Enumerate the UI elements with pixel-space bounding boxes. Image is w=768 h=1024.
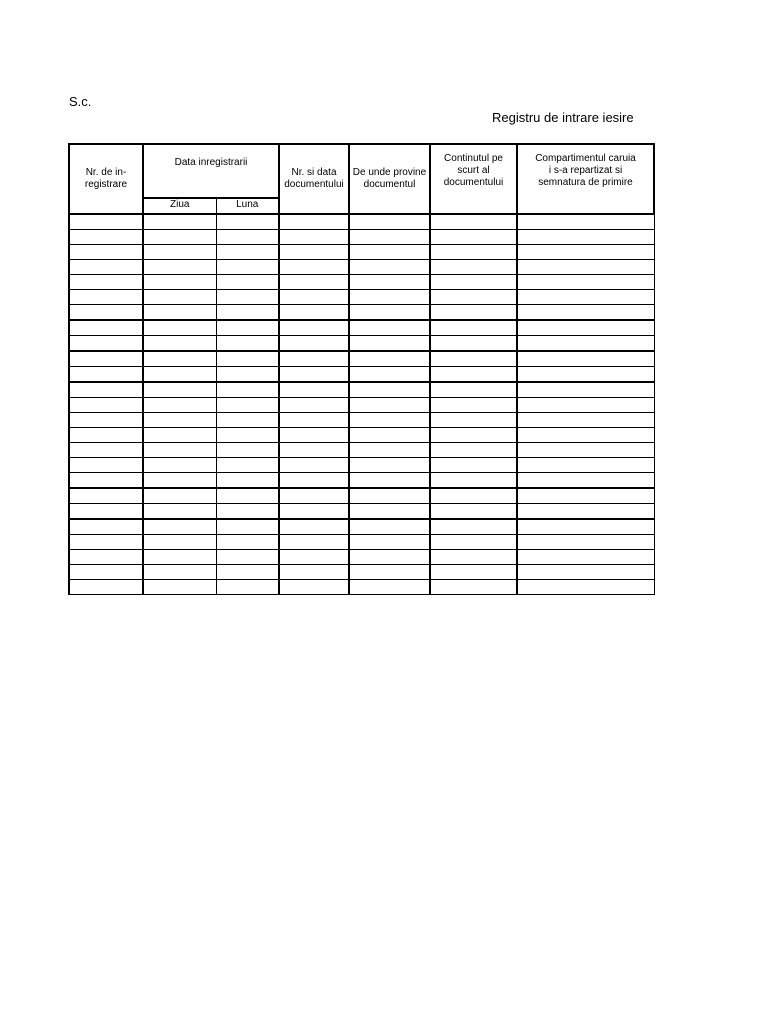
table-cell[interactable]: [69, 580, 143, 595]
header-de-unde-provine-label: De unde provine documentul: [352, 167, 427, 190]
table-row: [69, 320, 654, 336]
table-cell[interactable]: [69, 398, 143, 413]
header-nr-inregistrare: [69, 144, 143, 214]
table-cell[interactable]: [69, 473, 143, 489]
table-row: [69, 351, 654, 367]
table-cell[interactable]: [349, 443, 430, 458]
table-cell[interactable]: [349, 367, 430, 383]
table-row: [69, 275, 654, 290]
register-body: [69, 214, 654, 595]
table-cell[interactable]: [279, 245, 349, 260]
table-cell[interactable]: [216, 580, 279, 595]
table-cell[interactable]: [216, 245, 279, 260]
table-row: [69, 336, 654, 352]
table-row: [69, 443, 654, 458]
table-cell[interactable]: [430, 305, 517, 321]
table-cell[interactable]: [517, 535, 654, 550]
header-luna-label: Luna: [236, 199, 259, 210]
table-row: [69, 398, 654, 413]
table-row: [69, 290, 654, 305]
table-cell[interactable]: [143, 290, 216, 305]
table-cell[interactable]: [349, 382, 430, 398]
table-cell[interactable]: [279, 565, 349, 580]
table-cell[interactable]: [349, 290, 430, 305]
table-cell[interactable]: [69, 458, 143, 473]
table-cell[interactable]: [349, 214, 430, 230]
table-cell[interactable]: [216, 336, 279, 352]
table-cell[interactable]: [349, 535, 430, 550]
table-cell[interactable]: [517, 473, 654, 489]
table-cell[interactable]: [279, 428, 349, 443]
table-cell[interactable]: [216, 320, 279, 336]
table-cell[interactable]: [517, 245, 654, 260]
table-row: [69, 580, 654, 595]
table-cell[interactable]: [517, 458, 654, 473]
table-cell[interactable]: [517, 260, 654, 275]
company-label: S.c.: [69, 94, 92, 109]
header-compartimentul-label: Compartimentul caruia i s-a repartizat si semnatura de primire: [535, 153, 636, 188]
table-cell[interactable]: [349, 260, 430, 275]
table-cell[interactable]: [69, 260, 143, 275]
table-cell[interactable]: [143, 351, 216, 367]
table-cell[interactable]: [279, 580, 349, 595]
table-cell[interactable]: [349, 351, 430, 367]
table-cell[interactable]: [279, 214, 349, 230]
table-cell[interactable]: [69, 290, 143, 305]
table-cell[interactable]: [517, 351, 654, 367]
table-cell[interactable]: [279, 535, 349, 550]
table-row: [69, 488, 654, 504]
table-cell[interactable]: [349, 320, 430, 336]
table-cell[interactable]: [69, 367, 143, 383]
table-cell[interactable]: [69, 230, 143, 245]
table-cell[interactable]: [69, 443, 143, 458]
table-cell[interactable]: [430, 320, 517, 336]
table-cell[interactable]: [216, 473, 279, 489]
table-cell[interactable]: [349, 519, 430, 535]
table-cell[interactable]: [69, 488, 143, 504]
table-cell[interactable]: [143, 443, 216, 458]
table-cell[interactable]: [69, 320, 143, 336]
register-table: [68, 143, 655, 595]
table-cell[interactable]: [69, 550, 143, 565]
table-cell[interactable]: [279, 413, 349, 428]
table-cell[interactable]: [143, 580, 216, 595]
table-cell[interactable]: [517, 488, 654, 504]
table-row: [69, 367, 654, 383]
table-cell[interactable]: [279, 230, 349, 245]
table-cell[interactable]: [279, 290, 349, 305]
table-cell[interactable]: [517, 580, 654, 595]
table-cell[interactable]: [69, 245, 143, 260]
header-nr-data-document: [279, 144, 349, 214]
table-row: [69, 428, 654, 443]
table-cell[interactable]: [349, 488, 430, 504]
table-cell[interactable]: [517, 565, 654, 580]
table-cell[interactable]: [349, 413, 430, 428]
table-cell[interactable]: [69, 535, 143, 550]
table-row: [69, 565, 654, 580]
table-cell[interactable]: [216, 443, 279, 458]
table-row: [69, 245, 654, 260]
table-cell[interactable]: [430, 230, 517, 245]
table-cell[interactable]: [279, 275, 349, 290]
table-cell[interactable]: [279, 336, 349, 352]
table-cell[interactable]: [69, 275, 143, 290]
header-ziua-label: Ziua: [170, 199, 190, 210]
table-cell[interactable]: [279, 519, 349, 535]
table-cell[interactable]: [349, 428, 430, 443]
table-cell[interactable]: [143, 275, 216, 290]
table-cell[interactable]: [279, 550, 349, 565]
table-cell[interactable]: [279, 458, 349, 473]
table-cell[interactable]: [143, 488, 216, 504]
table-cell[interactable]: [430, 565, 517, 580]
header-ziua: [143, 198, 216, 214]
table-row: [69, 504, 654, 520]
table-cell[interactable]: [430, 214, 517, 230]
table-cell[interactable]: [349, 580, 430, 595]
table-cell[interactable]: [216, 519, 279, 535]
table-cell[interactable]: [517, 398, 654, 413]
table-cell[interactable]: [143, 428, 216, 443]
table-cell[interactable]: [216, 428, 279, 443]
header-continutul: [430, 144, 517, 214]
table-cell[interactable]: [216, 535, 279, 550]
table-row: [69, 260, 654, 275]
table-cell[interactable]: [216, 260, 279, 275]
document-title: Registru de intrare iesire: [492, 110, 634, 125]
table-row: [69, 413, 654, 428]
table-cell[interactable]: [279, 473, 349, 489]
table-cell[interactable]: [143, 305, 216, 321]
register-table-wrapper: [68, 143, 653, 603]
table-cell[interactable]: [349, 275, 430, 290]
table-cell[interactable]: [517, 367, 654, 383]
table-cell[interactable]: [143, 336, 216, 352]
table-cell[interactable]: [143, 458, 216, 473]
table-row: [69, 550, 654, 565]
table-cell[interactable]: [349, 336, 430, 352]
table-cell[interactable]: [69, 413, 143, 428]
table-cell[interactable]: [69, 504, 143, 520]
table-cell[interactable]: [349, 550, 430, 565]
table-cell[interactable]: [143, 504, 216, 520]
table-cell[interactable]: [216, 382, 279, 398]
header-luna: [216, 198, 279, 214]
table-cell[interactable]: [216, 398, 279, 413]
table-cell[interactable]: [279, 443, 349, 458]
header-nr-data-document-label: Nr. si data documentului: [284, 167, 344, 190]
table-cell[interactable]: [349, 504, 430, 520]
table-cell[interactable]: [69, 214, 143, 230]
table-cell[interactable]: [143, 473, 216, 489]
header-data-inregistrarii-label: Data inregistrarii: [174, 157, 248, 168]
table-cell[interactable]: [430, 504, 517, 520]
table-cell[interactable]: [430, 535, 517, 550]
table-cell[interactable]: [279, 488, 349, 504]
table-cell[interactable]: [279, 382, 349, 398]
table-cell[interactable]: [279, 320, 349, 336]
table-cell[interactable]: [216, 367, 279, 383]
table-cell[interactable]: [216, 488, 279, 504]
table-cell[interactable]: [143, 367, 216, 383]
table-cell[interactable]: [216, 565, 279, 580]
table-cell[interactable]: [349, 565, 430, 580]
table-cell[interactable]: [517, 336, 654, 352]
table-cell[interactable]: [349, 245, 430, 260]
table-cell[interactable]: [430, 275, 517, 290]
table-cell[interactable]: [143, 550, 216, 565]
table-cell[interactable]: [430, 580, 517, 595]
table-cell[interactable]: [69, 305, 143, 321]
table-cell[interactable]: [216, 214, 279, 230]
table-cell[interactable]: [517, 305, 654, 321]
table-cell[interactable]: [143, 214, 216, 230]
table-cell[interactable]: [517, 428, 654, 443]
table-cell[interactable]: [143, 382, 216, 398]
table-cell[interactable]: [430, 382, 517, 398]
table-cell[interactable]: [430, 428, 517, 443]
header-continutul-label: Continutul pe scurt al documentului: [443, 153, 504, 188]
table-cell[interactable]: [430, 367, 517, 383]
table-cell[interactable]: [430, 245, 517, 260]
table-cell[interactable]: [349, 398, 430, 413]
table-cell[interactable]: [517, 413, 654, 428]
header-compartimentul: [517, 144, 654, 214]
table-cell[interactable]: [279, 260, 349, 275]
table-cell[interactable]: [216, 275, 279, 290]
header-de-unde-provine: [349, 144, 430, 214]
table-cell[interactable]: [517, 214, 654, 230]
table-row: [69, 214, 654, 230]
table-cell[interactable]: [143, 230, 216, 245]
table-cell[interactable]: [430, 550, 517, 565]
table-cell[interactable]: [430, 398, 517, 413]
table-cell[interactable]: [216, 290, 279, 305]
table-cell[interactable]: [430, 458, 517, 473]
table-cell[interactable]: [517, 275, 654, 290]
table-row: [69, 535, 654, 550]
table-cell[interactable]: [69, 382, 143, 398]
table-cell[interactable]: [69, 336, 143, 352]
table-row: [69, 473, 654, 489]
table-cell[interactable]: [216, 413, 279, 428]
table-row: [69, 382, 654, 398]
table-cell[interactable]: [349, 230, 430, 245]
table-cell[interactable]: [430, 488, 517, 504]
table-cell[interactable]: [279, 504, 349, 520]
table-cell[interactable]: [349, 305, 430, 321]
table-cell[interactable]: [69, 351, 143, 367]
header-data-inregistrarii: [143, 144, 279, 198]
table-cell[interactable]: [143, 320, 216, 336]
table-cell[interactable]: [279, 398, 349, 413]
table-cell[interactable]: [143, 535, 216, 550]
table-cell[interactable]: [143, 519, 216, 535]
table-cell[interactable]: [143, 413, 216, 428]
table-cell[interactable]: [216, 351, 279, 367]
table-cell[interactable]: [216, 458, 279, 473]
table-cell[interactable]: [69, 428, 143, 443]
table-cell[interactable]: [517, 230, 654, 245]
table-row: [69, 230, 654, 245]
table-cell[interactable]: [349, 473, 430, 489]
table-cell[interactable]: [517, 443, 654, 458]
table-cell[interactable]: [279, 367, 349, 383]
table-cell[interactable]: [430, 260, 517, 275]
table-cell[interactable]: [430, 351, 517, 367]
table-cell[interactable]: [143, 245, 216, 260]
table-cell[interactable]: [216, 550, 279, 565]
table-row: [69, 519, 654, 535]
table-cell[interactable]: [69, 565, 143, 580]
table-cell[interactable]: [430, 290, 517, 305]
table-cell[interactable]: [517, 519, 654, 535]
table-cell[interactable]: [279, 305, 349, 321]
table-cell[interactable]: [517, 290, 654, 305]
table-cell[interactable]: [216, 230, 279, 245]
table-cell[interactable]: [216, 305, 279, 321]
table-row: [69, 458, 654, 473]
table-cell[interactable]: [216, 504, 279, 520]
table-cell[interactable]: [430, 413, 517, 428]
table-cell[interactable]: [279, 351, 349, 367]
table-cell[interactable]: [430, 336, 517, 352]
table-cell[interactable]: [517, 550, 654, 565]
table-cell[interactable]: [143, 565, 216, 580]
table-cell[interactable]: [69, 519, 143, 535]
table-cell[interactable]: [143, 260, 216, 275]
table-row: [69, 305, 654, 321]
table-cell[interactable]: [430, 519, 517, 535]
table-cell[interactable]: [143, 398, 216, 413]
table-cell[interactable]: [430, 443, 517, 458]
table-cell[interactable]: [517, 382, 654, 398]
header-nr-inregistrare-label: Nr. de in- registrare: [84, 167, 128, 190]
table-cell[interactable]: [517, 320, 654, 336]
table-cell[interactable]: [349, 458, 430, 473]
table-cell[interactable]: [430, 473, 517, 489]
table-cell[interactable]: [517, 504, 654, 520]
